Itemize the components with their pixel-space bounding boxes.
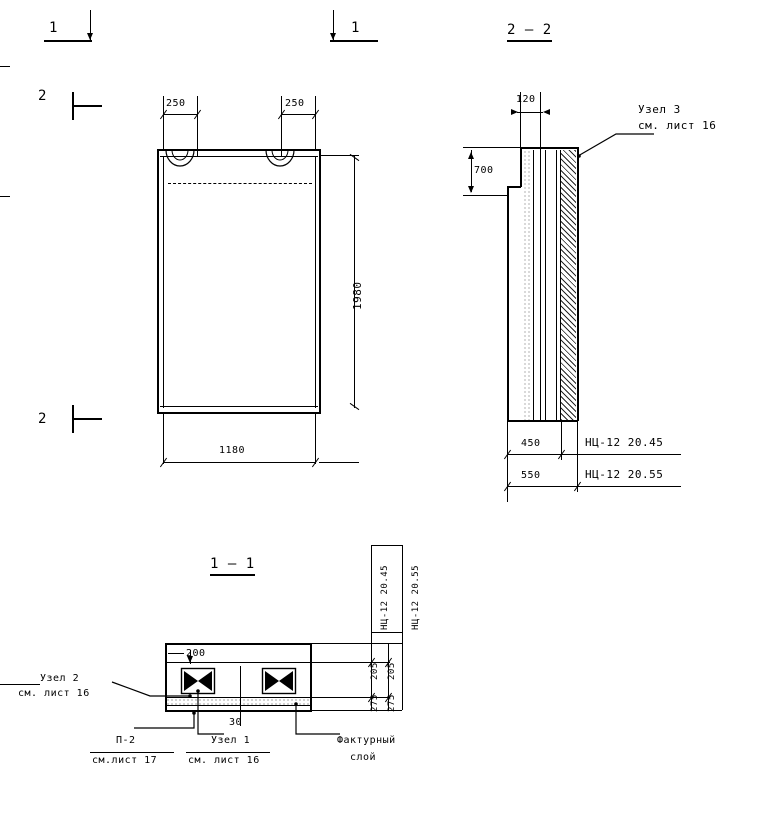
node2-callout-line1: Узел 2 [40, 673, 80, 684]
section-22-dim-ext-c [463, 147, 521, 148]
plan-dim-ext-bottom-right2 [315, 412, 316, 464]
plan-dim-ext-bottom-left [163, 412, 164, 464]
section-22-ext-bottom-left [507, 420, 508, 502]
section-11-mark-rule-2 [371, 545, 402, 546]
section-22-dot-band [523, 150, 532, 420]
section-22-dim-line-550 [507, 486, 577, 487]
plan-outline-bottom [157, 412, 321, 414]
section-22-right-face [577, 147, 579, 421]
section-22-dim-line-450 [507, 454, 561, 455]
section-11-center-axis [240, 666, 241, 710]
node2-callout-rule [0, 684, 40, 685]
plan-inner-bottom [160, 406, 318, 407]
section-11-dim-205-a-label: 205 [370, 662, 380, 680]
section-22-ext-bottom-right [577, 420, 578, 492]
section-11-dim-275-a-label: 275 [370, 694, 380, 712]
section-mark-2-upper: 2 [38, 88, 47, 104]
plan-inner-left [163, 156, 164, 408]
section-22-step-horizontal [507, 186, 521, 188]
section-11-top-edge [165, 643, 312, 645]
node2-leader-line [110, 676, 192, 700]
section-22-dim-700-label: 700 [474, 165, 494, 176]
section-11-dim-200-arrow [187, 656, 193, 663]
sheet-edge-tick-2 [0, 196, 10, 197]
plan-dashed-line [168, 183, 312, 184]
section-mark-1-right: 1 [351, 20, 360, 36]
lifting-loop-left [164, 150, 214, 172]
section-mark-2-upper-hline [72, 105, 102, 107]
section-mark-1-left-arrow-head [87, 33, 93, 40]
section-22-dim-arrow-down [468, 186, 474, 193]
plan-dim-1180-label: 1180 [219, 445, 246, 456]
plan-outline-left [157, 149, 159, 414]
sheet-edge-tick-1 [0, 66, 10, 67]
section-mark-1-right-line [330, 40, 378, 42]
p2-callout-line1: П-2 [116, 735, 136, 746]
section-mark-1-left: 1 [49, 20, 58, 36]
node3-callout-line1: Узел 3 [638, 103, 681, 116]
node1-callout-line1: Узел 1 [211, 735, 251, 746]
section-22-dim-ext-b [540, 92, 541, 150]
section-22-title: 2 — 2 [507, 22, 552, 42]
section-22-layer-line-1 [540, 150, 541, 420]
plan-outline-right [319, 149, 321, 414]
section-11-dim-30-label: 30 [229, 717, 243, 728]
section-22-mark-550-label: НЦ-12 20.55 [585, 468, 664, 481]
plan-dim-ext-left [163, 96, 164, 150]
lifting-loop-right [264, 150, 320, 172]
section-11-mark-45-label: НЦ-12 20.45 [380, 564, 390, 630]
section-22-dim-120-label: 120 [516, 94, 536, 105]
facture-callout-line1: Фактурный [337, 735, 396, 746]
section-22-mark-450-rule [561, 454, 681, 455]
section-22-top-edge [520, 147, 579, 149]
p2-leader-line [132, 712, 196, 742]
plan-dim-ext-bottom-right [319, 462, 359, 463]
plan-inner-right [315, 156, 316, 408]
section-mark-2-lower: 2 [38, 411, 47, 427]
section-22-dim-arrow-up [468, 152, 474, 159]
section-11-mark-col-1 [371, 545, 372, 643]
plan-dim-line-250-left [163, 114, 197, 115]
section-11-dim-275-b-label: 275 [387, 694, 397, 712]
section-11-facture-line [166, 705, 310, 706]
section-22-dim-ext-d [463, 195, 509, 196]
section-22-dim-arrow-right [543, 109, 550, 115]
insert-bowtie-right [262, 668, 296, 694]
plan-dim-ext-left-2 [197, 96, 198, 156]
section-22-hatch-band [561, 150, 576, 420]
section-22-dim-arrow-left [511, 109, 518, 115]
section-11-title: 1 — 1 [210, 556, 255, 576]
section-11-dim-205-b-label: 205 [387, 662, 397, 680]
section-11-dim-200-tickline [168, 653, 184, 654]
plan-dim-250-left-label: 250 [166, 98, 186, 109]
section-22-mark-450-label: НЦ-12 20.45 [585, 436, 664, 449]
node3-callout-line2: см. лист 16 [638, 119, 717, 132]
plan-dim-250-right-label: 250 [285, 98, 305, 109]
section-mark-1-right-arrow-head [330, 33, 336, 40]
section-22-left-face [507, 186, 509, 421]
section-mark-1-left-line [44, 40, 92, 42]
p2-callout-line2: см.лист 17 [92, 755, 158, 766]
section-22-layer-line-2 [545, 150, 546, 420]
section-22-dim-550-label: 550 [521, 470, 541, 481]
plan-dim-ext-right-2 [281, 96, 282, 156]
section-22-dim-450-label: 450 [521, 438, 541, 449]
section-22-dim-line-120 [517, 112, 543, 113]
section-11-mark-col-2 [402, 545, 403, 710]
plan-dim-ext-right [315, 96, 316, 150]
p2-callout-rule [90, 752, 174, 753]
section-22-bottom-edge [507, 420, 578, 422]
section-22-layer-line-5 [533, 150, 534, 420]
plan-dim-1980-label: 1980 [351, 281, 364, 310]
node3-leader-line [576, 128, 656, 160]
node2-callout-line2: см. лист 16 [18, 688, 90, 699]
plan-dim-line-250-right [281, 114, 315, 115]
node1-callout-rule [186, 752, 270, 753]
section-11-mark-55-label: НЦ-12 20.55 [411, 564, 421, 630]
section-11-mark-rule-1 [371, 632, 402, 633]
facture-leader-line [294, 700, 342, 744]
facture-callout-line2: слой [350, 752, 377, 763]
plan-dim-line-1180 [163, 462, 315, 463]
section-22-step-vertical [520, 147, 522, 187]
section-22-mark-550-rule [577, 486, 681, 487]
section-11-dim-200-label: 200 [186, 648, 206, 659]
section-mark-2-lower-hline [72, 418, 102, 420]
section-22-layer-line-3 [556, 150, 557, 420]
node1-callout-line2: см. лист 16 [188, 755, 260, 766]
